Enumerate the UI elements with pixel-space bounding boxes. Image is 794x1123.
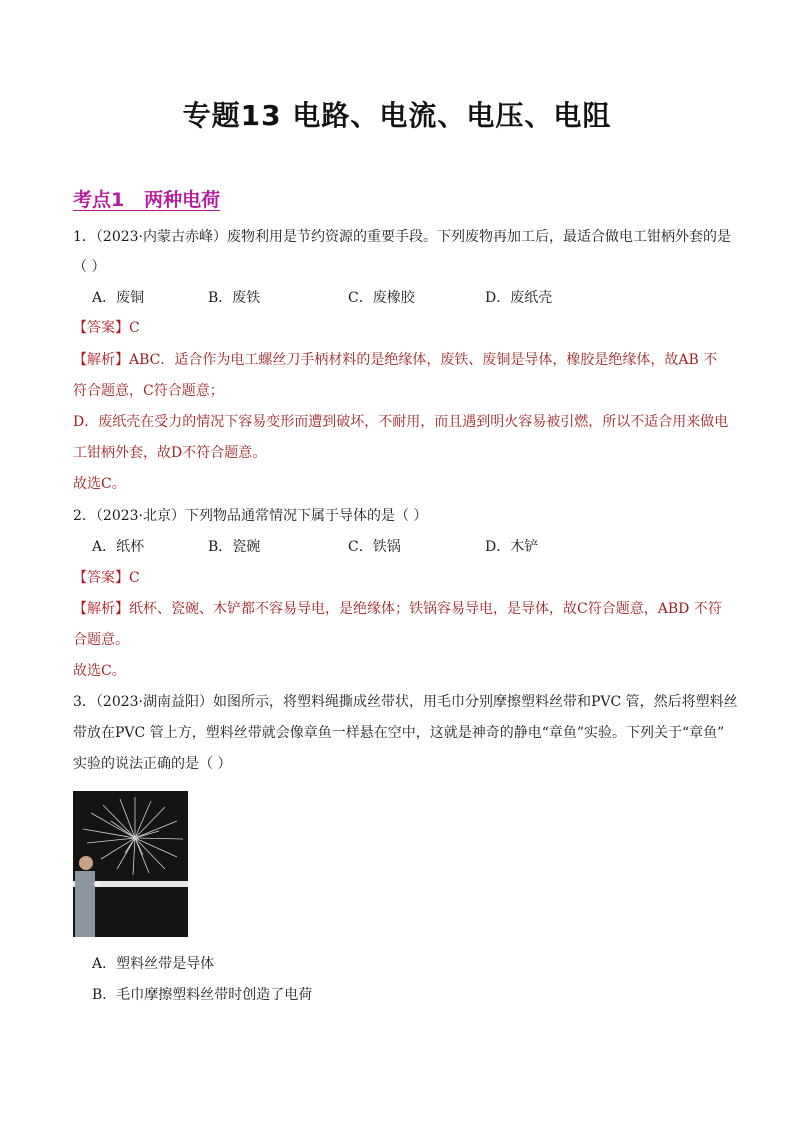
- q3-stem-line1: 3．（2023·湖南益阳）如图所示，将塑料绳撕成丝带状，用毛巾分别摩擦塑料丝带和PVC 管，然后将塑料丝: [73, 694, 738, 710]
- q1-analysis-line3: D．废纸壳在受力的情况下容易变形而遭到破坏，不耐用，而且遇到明火容易被引燃，所以不适合用来做电: [73, 414, 729, 430]
- q1-answer-value: C: [129, 320, 140, 336]
- q1-option-c: C．废橡胶: [348, 290, 415, 306]
- q2-option-d: D．木铲: [485, 539, 539, 555]
- q2-analysis-line1: [73, 599, 722, 619]
- answer-tag: 【答案】: [73, 320, 129, 336]
- q2-stem-line1: 2．（2023·北京）下列物品通常情况下属于导体的是（ ）: [73, 508, 428, 524]
- section-heading: 考点1 两种电荷: [73, 189, 221, 211]
- octopus-experiment-photo: [73, 791, 188, 937]
- q1-conclusion: 故选C。: [73, 476, 126, 492]
- q2-option-c: C．铁锅: [348, 539, 401, 555]
- q1-stem-line1: 1．（2023·内蒙古赤峰）废物利用是节约资源的重要手段。下列废物再加工后，最适合做电工钳柄外套的是: [73, 229, 731, 245]
- q3-stem-line2: 带放在PVC 管上方，塑料丝带就会像章鱼一样悬在空中，这就是神奇的静电“章鱼”实验。下列关于“章鱼”: [73, 725, 725, 741]
- person-head: [79, 856, 93, 870]
- person-body: [75, 871, 95, 937]
- answer-tag: 【答案】: [73, 570, 129, 586]
- q1-option-d: D．废纸壳: [485, 290, 553, 306]
- q2-analysis-text1: 纸杯、瓷碗、木铲都不容易导电，是绝缘体；铁锅容易导电，是导体，故C符合题意，ABD 不符: [129, 601, 722, 617]
- q2-conclusion: 故选C。: [73, 663, 126, 679]
- q1-analysis-line2: 符合题意，C符合题意；: [73, 383, 224, 399]
- q1-analysis-line1: [73, 350, 717, 370]
- q2-answer: [73, 568, 140, 588]
- analysis-tag: 【解析】: [73, 601, 129, 617]
- q2-option-a: A．纸杯: [92, 539, 145, 555]
- q1-analysis-text1: ABC．适合作为电工螺丝刀手柄材料的是绝缘体，废铁、废铜是导体，橡胶是绝缘体，故AB 不: [129, 352, 718, 368]
- q2-answer-value: C: [129, 570, 140, 586]
- q1-answer: [73, 318, 140, 338]
- q1-option-b: B．废铁: [208, 290, 261, 306]
- analysis-tag: 【解析】: [73, 352, 129, 368]
- q3-stem-line3: 实验的说法正确的是（ ）: [73, 756, 232, 772]
- q2-option-b: B．瓷碗: [208, 539, 261, 555]
- q1-option-a: A．废铜: [92, 290, 145, 306]
- q1-analysis-line4: 工钳柄外套，故D不符合题意。: [73, 445, 267, 461]
- q2-analysis-line2: 合题意。: [73, 632, 129, 648]
- q3-option-b: B．毛巾摩擦塑料丝带时创造了电荷: [92, 987, 313, 1003]
- q3-option-a: A．塑料丝带是导体: [92, 956, 215, 972]
- q1-stem-line2: （ ）: [73, 259, 106, 275]
- page-title: 专题13 电路、电流、电压、电阻: [182, 99, 612, 132]
